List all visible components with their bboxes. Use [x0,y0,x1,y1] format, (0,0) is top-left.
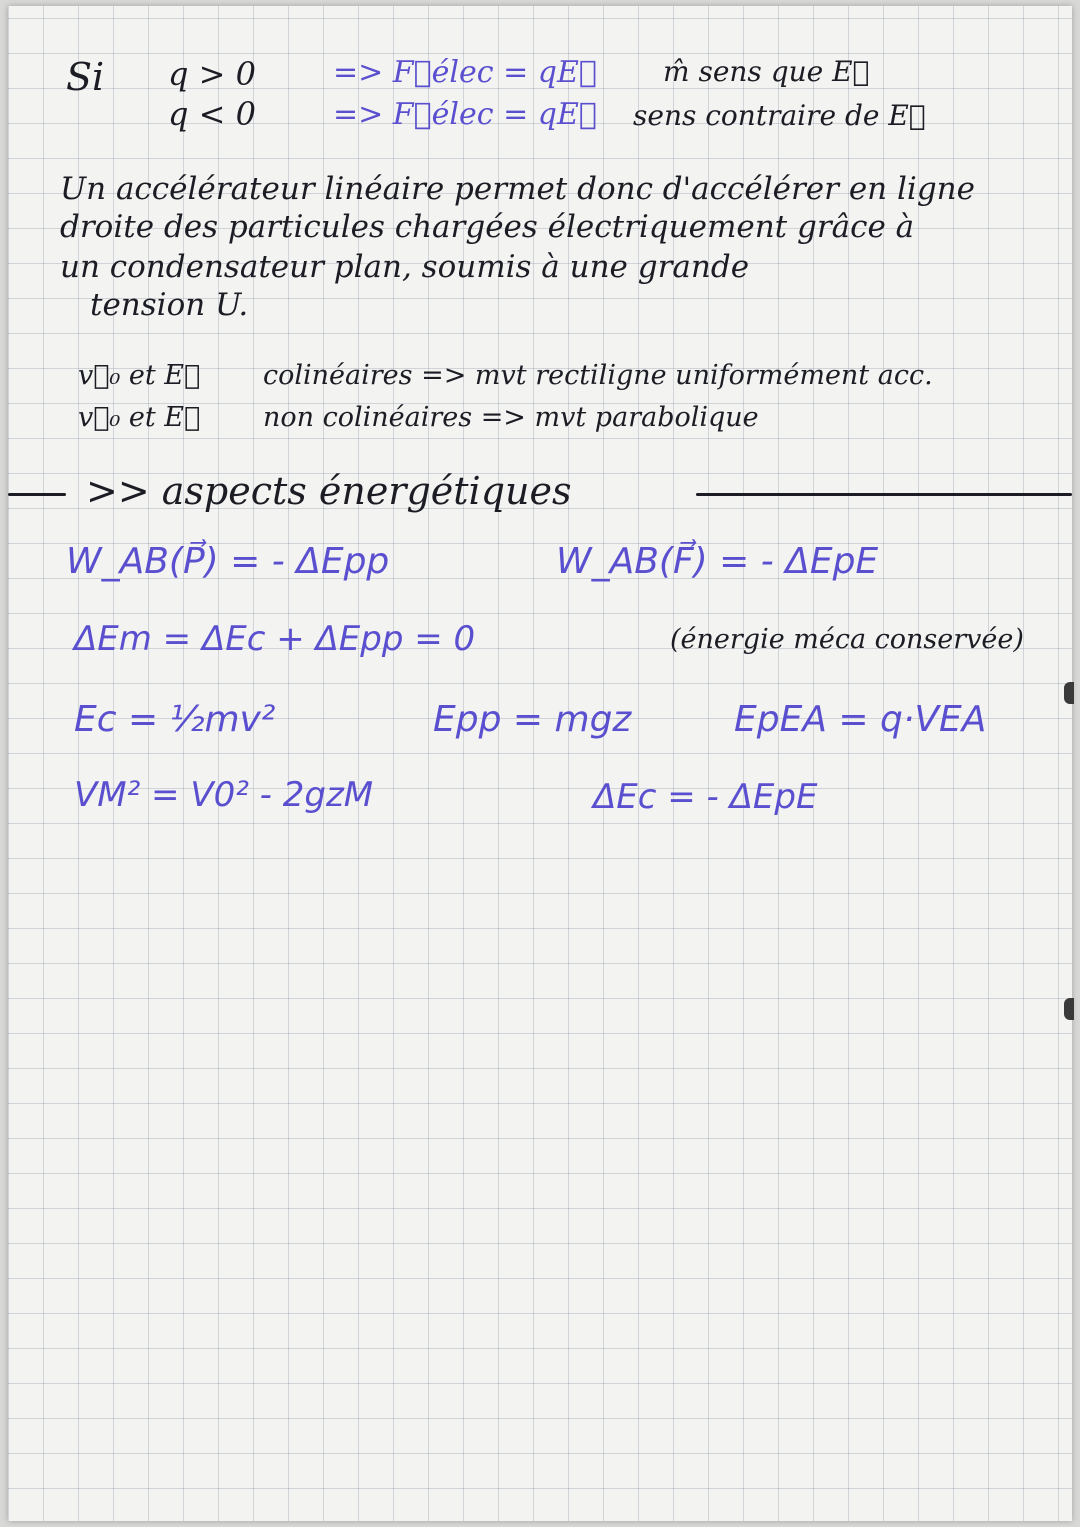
case2-condition: q < 0 [168,95,256,133]
section-title: >> aspects énergétiques [86,469,572,513]
case1-condition: q > 0 [168,55,256,93]
formula-epe: EpEA = q·VEA [734,699,987,740]
collinear-text-2: non colinéaires => mvt parabolique [263,402,759,433]
collinear-vectors-1: v⃗₀ et E⃗ [78,360,201,391]
section-rule-right [696,493,1072,496]
binder-hole [1064,998,1074,1020]
formula-work-weight: W_AB(P⃗) = - ΔEpp [66,541,390,582]
collinear-vectors-2: v⃗₀ et E⃗ [78,402,201,433]
si-label: Si [66,55,105,99]
formula-work-force: W_AB(F⃗) = - ΔEpE [556,541,879,582]
notebook-page [8,6,1072,1521]
case1-note: m̂ sens que E⃗ [663,55,870,88]
binder-hole [1064,682,1074,704]
formula-epp: Epp = mgz [433,699,632,740]
paragraph-line-1: Un accélérateur linéaire permet donc d'accélérer en ligne [60,171,975,207]
case1-formula: => F⃗élec = qE⃗ [333,55,597,90]
collinear-text-1: colinéaires => mvt rectiligne uniformément acc. [263,360,933,391]
formula-kinetic-energy: Ec = ½mv² [74,699,276,740]
paragraph-line-2: droite des particules chargées électriquement grâce à [60,209,915,245]
section-rule-left [8,493,66,496]
formula-mech-energy: ΔEm = ΔEc + ΔEpp = 0 [74,619,476,659]
paragraph-line-3: un condensateur plan, soumis à une grande [60,249,750,285]
paragraph-line-4: tension U. [90,287,249,323]
mech-energy-note: (énergie méca conservée) [670,624,1024,655]
case2-note: sens contraire de E⃗ [633,99,926,132]
formula-vm: VM² = V0² - 2gzM [74,775,374,815]
formula-delta-ec: ΔEc = - ΔEpE [593,777,818,817]
case2-formula: => F⃗élec = qE⃗ [333,97,597,132]
